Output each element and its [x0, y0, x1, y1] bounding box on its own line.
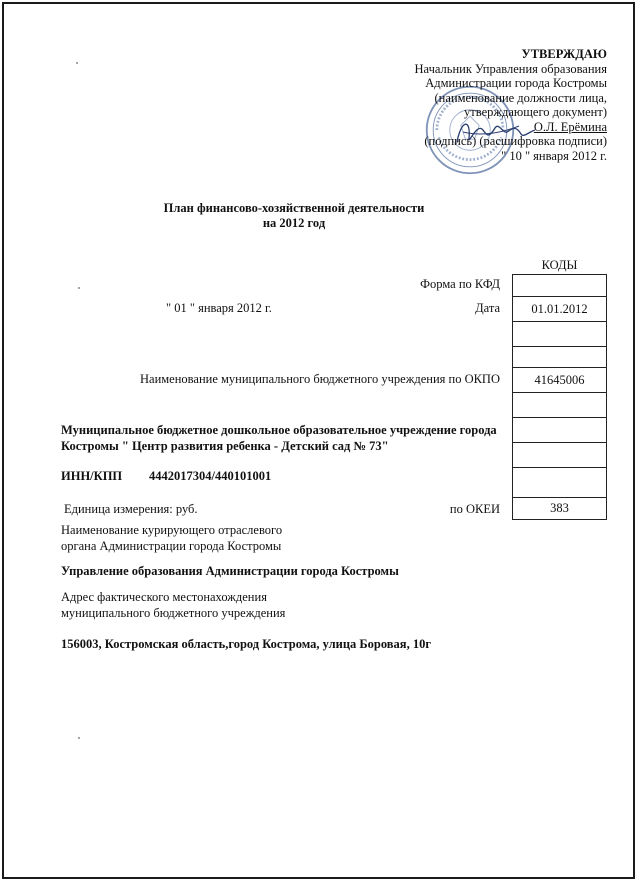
code-cell-empty-4	[512, 418, 607, 443]
code-cell-okei: 383	[512, 498, 607, 520]
position-caption-line2: утверждающего документ)	[464, 105, 607, 119]
address-label	[61, 589, 285, 621]
code-cell-empty-6	[512, 468, 607, 498]
title-line2: на 2012 год	[262, 216, 326, 230]
supervisor-label-line1: Наименование курирующего отраслевого	[61, 523, 283, 537]
code-cell-date: 01.01.2012	[512, 297, 607, 322]
institution-line1: Муниципальное бюджетное дошкольное образовательное учреждение города	[61, 423, 497, 437]
code-cell-empty-1	[512, 322, 607, 347]
plan-date-left: " 01 " января 2012 г.	[166, 301, 272, 315]
code-cell-empty-2	[512, 347, 607, 368]
supervisor-label-line2: органа Администрации города Костромы	[61, 539, 282, 553]
scan-speck	[78, 287, 80, 289]
address-label-line1: Адрес фактического местонахождения	[61, 590, 267, 604]
form-kfd-label: Форма по КФД	[420, 277, 500, 291]
supervisor-label	[61, 522, 282, 554]
institution-line2: Костромы " Центр развития ребенка - Детский сад № 73"	[61, 439, 389, 453]
code-cell-okpo: 41645006	[512, 368, 607, 393]
approval-block	[415, 47, 608, 163]
signature-caption: (подпись) (расшифровка подписи)	[424, 134, 607, 148]
institution-name	[61, 422, 497, 454]
okpo-label: Наименование муниципального бюджетного учреждения по ОКПО	[140, 372, 500, 386]
document-page	[2, 2, 635, 879]
approver-position-line1: Начальник Управления образования	[414, 61, 607, 76]
scan-speck	[76, 62, 78, 64]
unit-label: Единица измерения: руб.	[64, 502, 198, 516]
scan-speck	[78, 737, 80, 739]
code-cell-empty-3	[512, 393, 607, 418]
approver-position-line2: Администрации города Костромы	[425, 76, 607, 90]
approval-heading: УТВЕРЖДАЮ	[521, 47, 607, 61]
inn-label: ИНН/КПП	[61, 469, 123, 483]
code-cell-empty-5	[512, 443, 607, 468]
document-title	[134, 201, 454, 231]
address-value: 156003, Костромская область,город Кострома, улица Боровая, 10г	[61, 637, 431, 651]
codes-table	[512, 257, 607, 520]
approval-date: " 10 " января 2012 г.	[501, 148, 607, 163]
address-label-line2: муниципального бюджетного учреждения	[61, 606, 286, 620]
signer-name: О.Л. Ерёмина	[533, 119, 607, 134]
codes-header: КОДЫ	[541, 258, 578, 272]
date-label: Дата	[475, 301, 500, 315]
inn-value: 4442017304/440101001	[149, 469, 272, 483]
code-cell-form	[512, 274, 607, 297]
position-caption-line1: (наименование должности лица,	[434, 90, 607, 105]
title-line1: План финансово-хозяйственной деятельности	[163, 201, 425, 215]
supervisor-value: Управление образования Администрации города Костромы	[61, 564, 399, 578]
okei-label: по ОКЕИ	[449, 502, 500, 516]
